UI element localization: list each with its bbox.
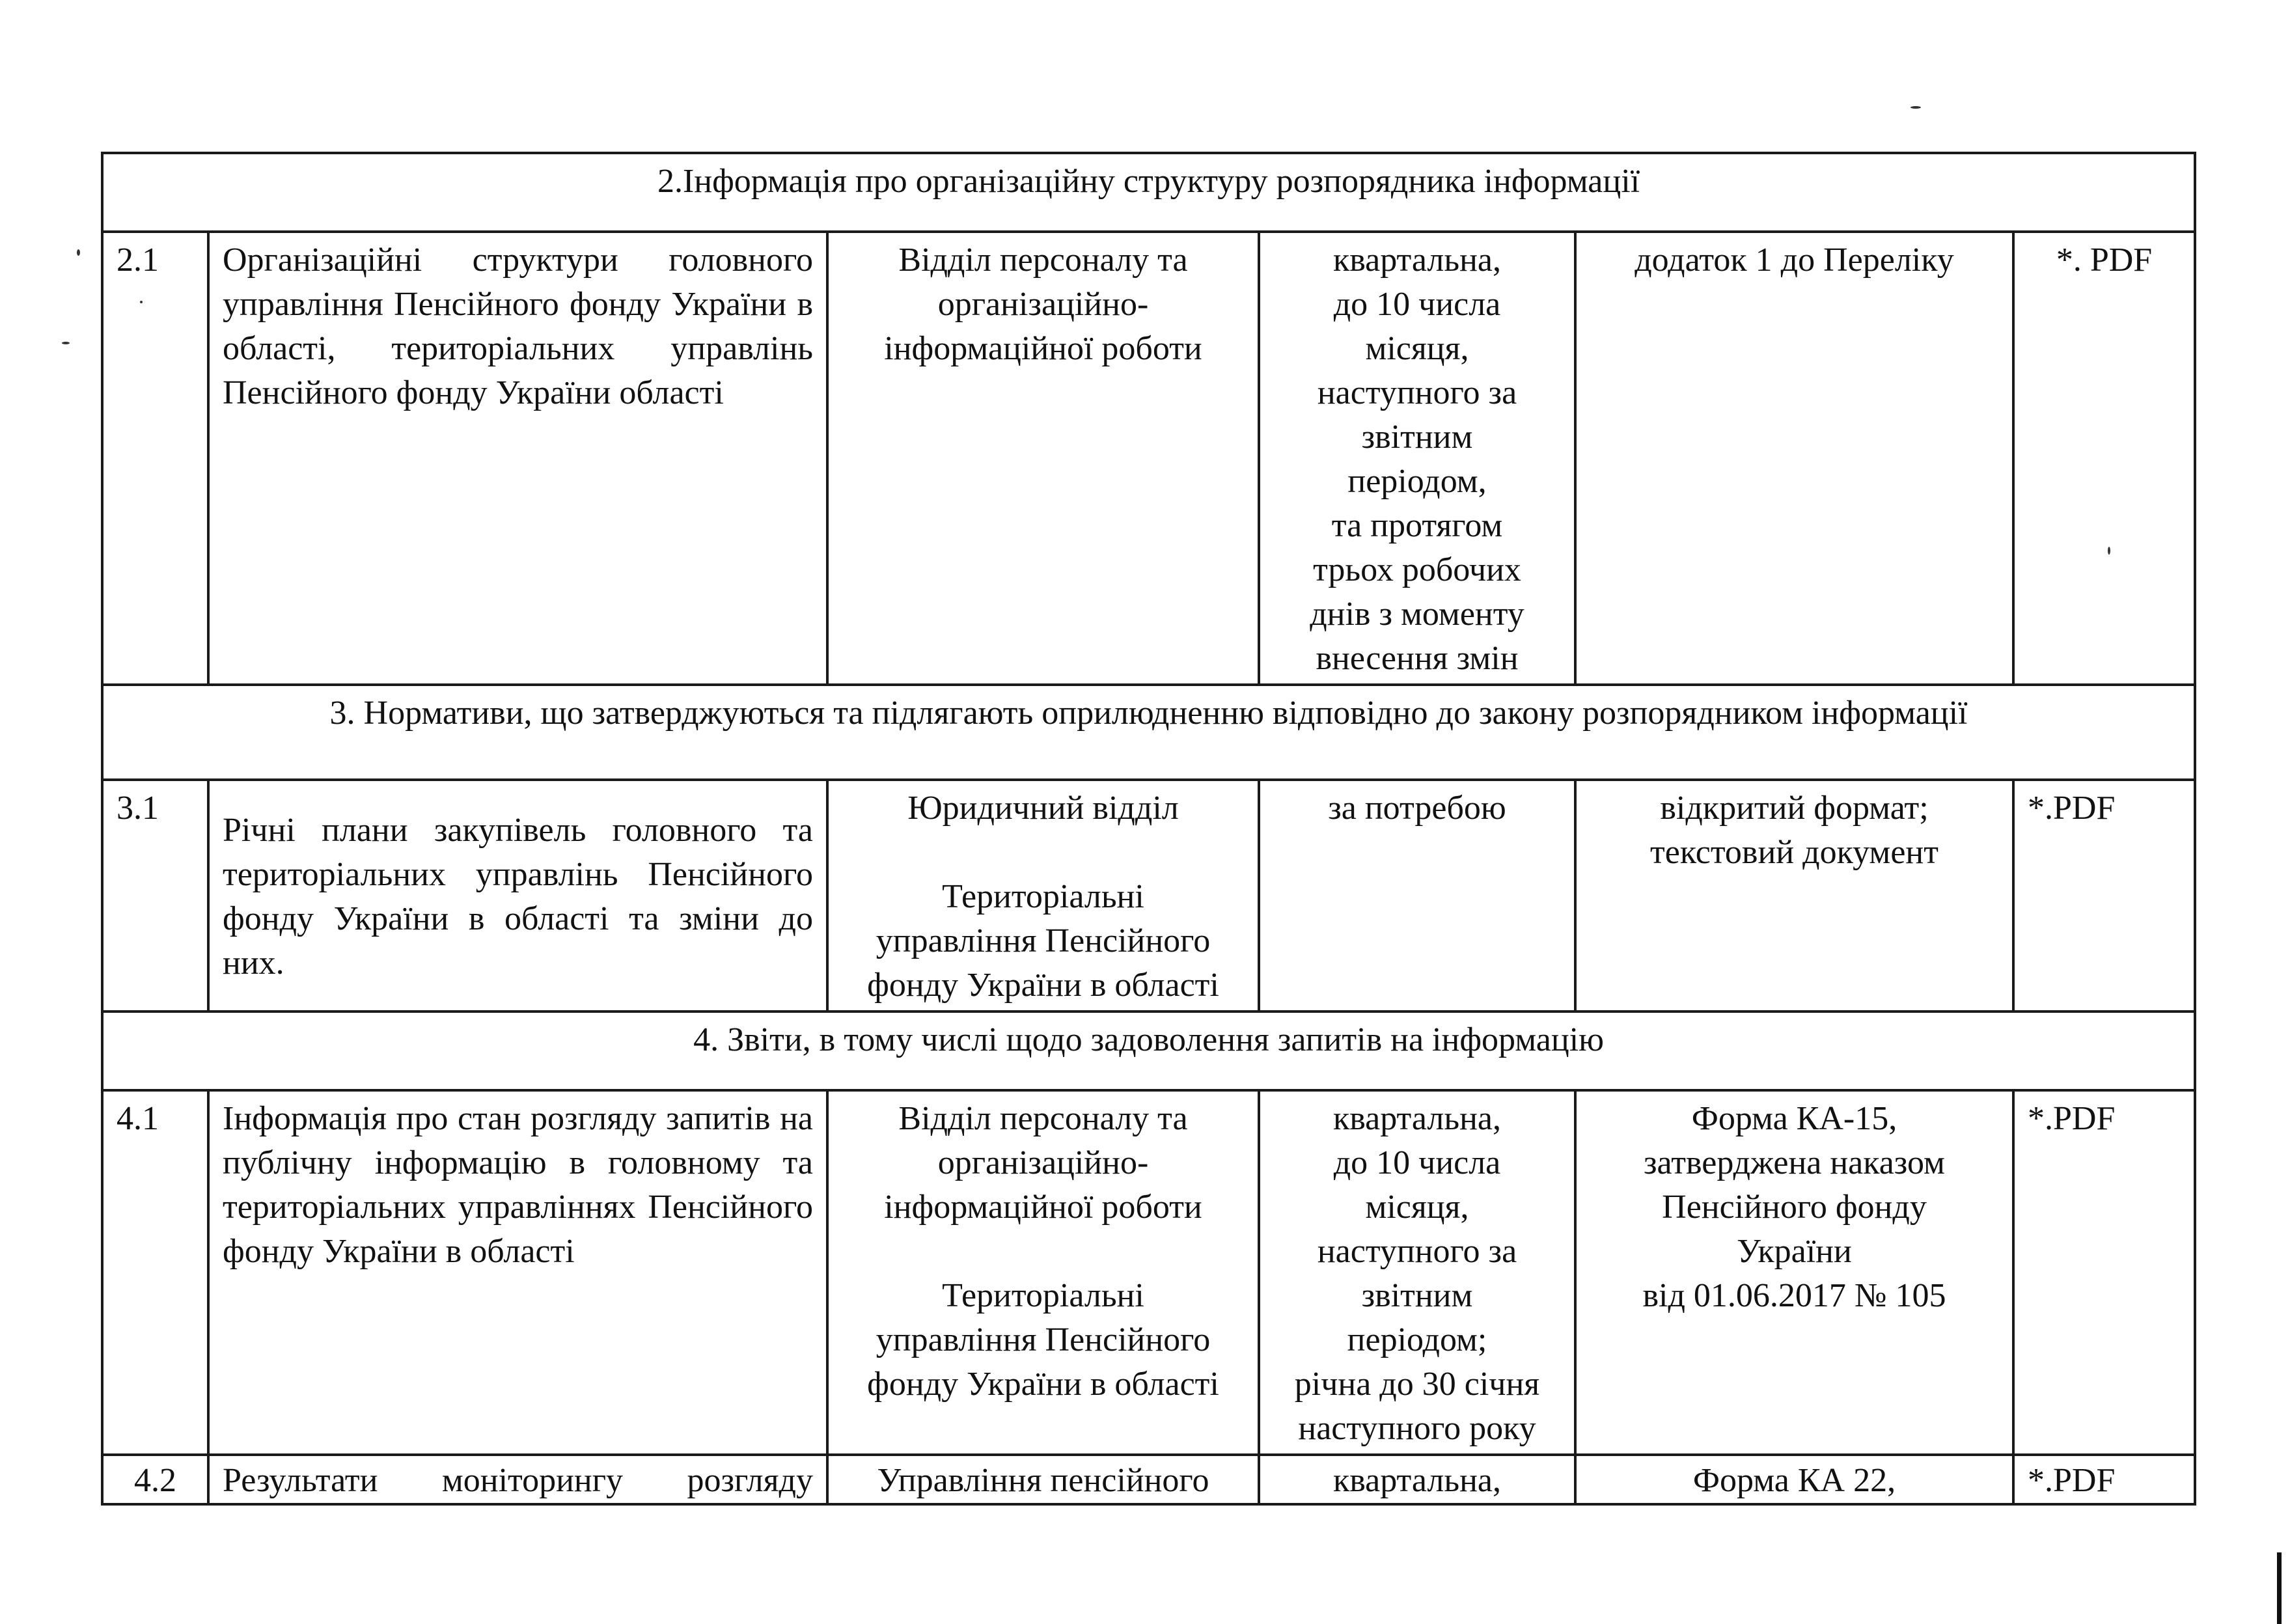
row-number: 4.2 [102,1455,208,1504]
file-format: *. PDF [2013,232,2195,685]
table-row [102,780,2195,1012]
table-row [102,1455,2195,1504]
row-number: 4.1 [102,1090,208,1455]
row-number: 3.1 [102,780,208,1012]
spacer [842,1230,1245,1274]
scan-speck [2108,547,2110,555]
spacer [842,831,1245,875]
responsible-unit: Відділ персоналу та організаційно- інформаційної роботи [884,1100,1202,1226]
file-format: *.PDF [2013,1090,2195,1455]
publication-basis: Форма КА-15, затверджена наказом Пенсійного фонду України від 01.06.2017 № 105 [1575,1090,2013,1455]
responsible-unit-cell [827,1090,1259,1455]
file-format: *.PDF [2013,1455,2195,1504]
section-header-row [102,153,2195,232]
item-name: Річні плани закупівель головного та територіальних управлінь Пенсійного фонду України в області та зміни до них. [208,780,827,1012]
responsible-unit: Територіальні управління Пенсійного фонду України в області [867,1277,1219,1403]
scan-speck [140,301,143,303]
publication-basis: відкритий формат; текстовий документ [1575,780,2013,1012]
information-list-table [101,152,2196,1506]
responsible-unit-cell [827,780,1259,1012]
scan-speck [62,342,70,344]
item-name: Результати моніторингу розгляду [208,1455,827,1504]
section-title: 4. Звіти, в тому числі щодо задоволення запитів на інформацію [102,1012,2195,1090]
publication-frequency: за потребою [1259,780,1575,1012]
scan-edge-mark [2277,1552,2282,1624]
section-title: 2.Інформація про організаційну структуру розпорядника інформації [102,153,2195,232]
publication-basis: додаток 1 до Переліку [1575,232,2013,685]
publication-basis: Форма КА 22, [1575,1455,2013,1504]
table-row [102,232,2195,685]
file-format: *.PDF [2013,780,2195,1012]
publication-frequency: квартальна, до 10 числа місяця, наступного за звітним періодом; річна до 30 січня наступного року [1259,1090,1575,1455]
row-number: 2.1 [102,232,208,685]
section-header-row [102,1012,2195,1090]
scan-speck [77,249,80,256]
scan-speck [1911,106,1921,109]
item-name: Організаційні структури головного управління Пенсійного фонду України в області, територіальних управлінь Пенсійного фонду України області [208,232,827,685]
responsible-unit: Територіальні управління Пенсійного фонду України в області [867,878,1219,1004]
publication-frequency: квартальна, [1259,1455,1575,1504]
responsible-unit: Відділ персоналу та організаційно- інформаційної роботи [827,232,1259,685]
publication-frequency: квартальна, до 10 числа місяця, наступного за звітним періодом, та протягом трьох робочих днів з моменту внесення змін [1259,232,1575,685]
table-row [102,1090,2195,1455]
responsible-unit: Управління пенсійного [827,1455,1259,1504]
responsible-unit: Юридичний відділ [907,790,1179,827]
item-name: Інформація про стан розгляду запитів на публічну інформацію в головному та територіальних управліннях Пенсійного фонду України в області [208,1090,827,1455]
section-title: 3. Нормативи, що затверджуються та підлягають оприлюдненню відповідно до закону розпорядником інформації [102,685,2195,780]
section-header-row [102,685,2195,780]
